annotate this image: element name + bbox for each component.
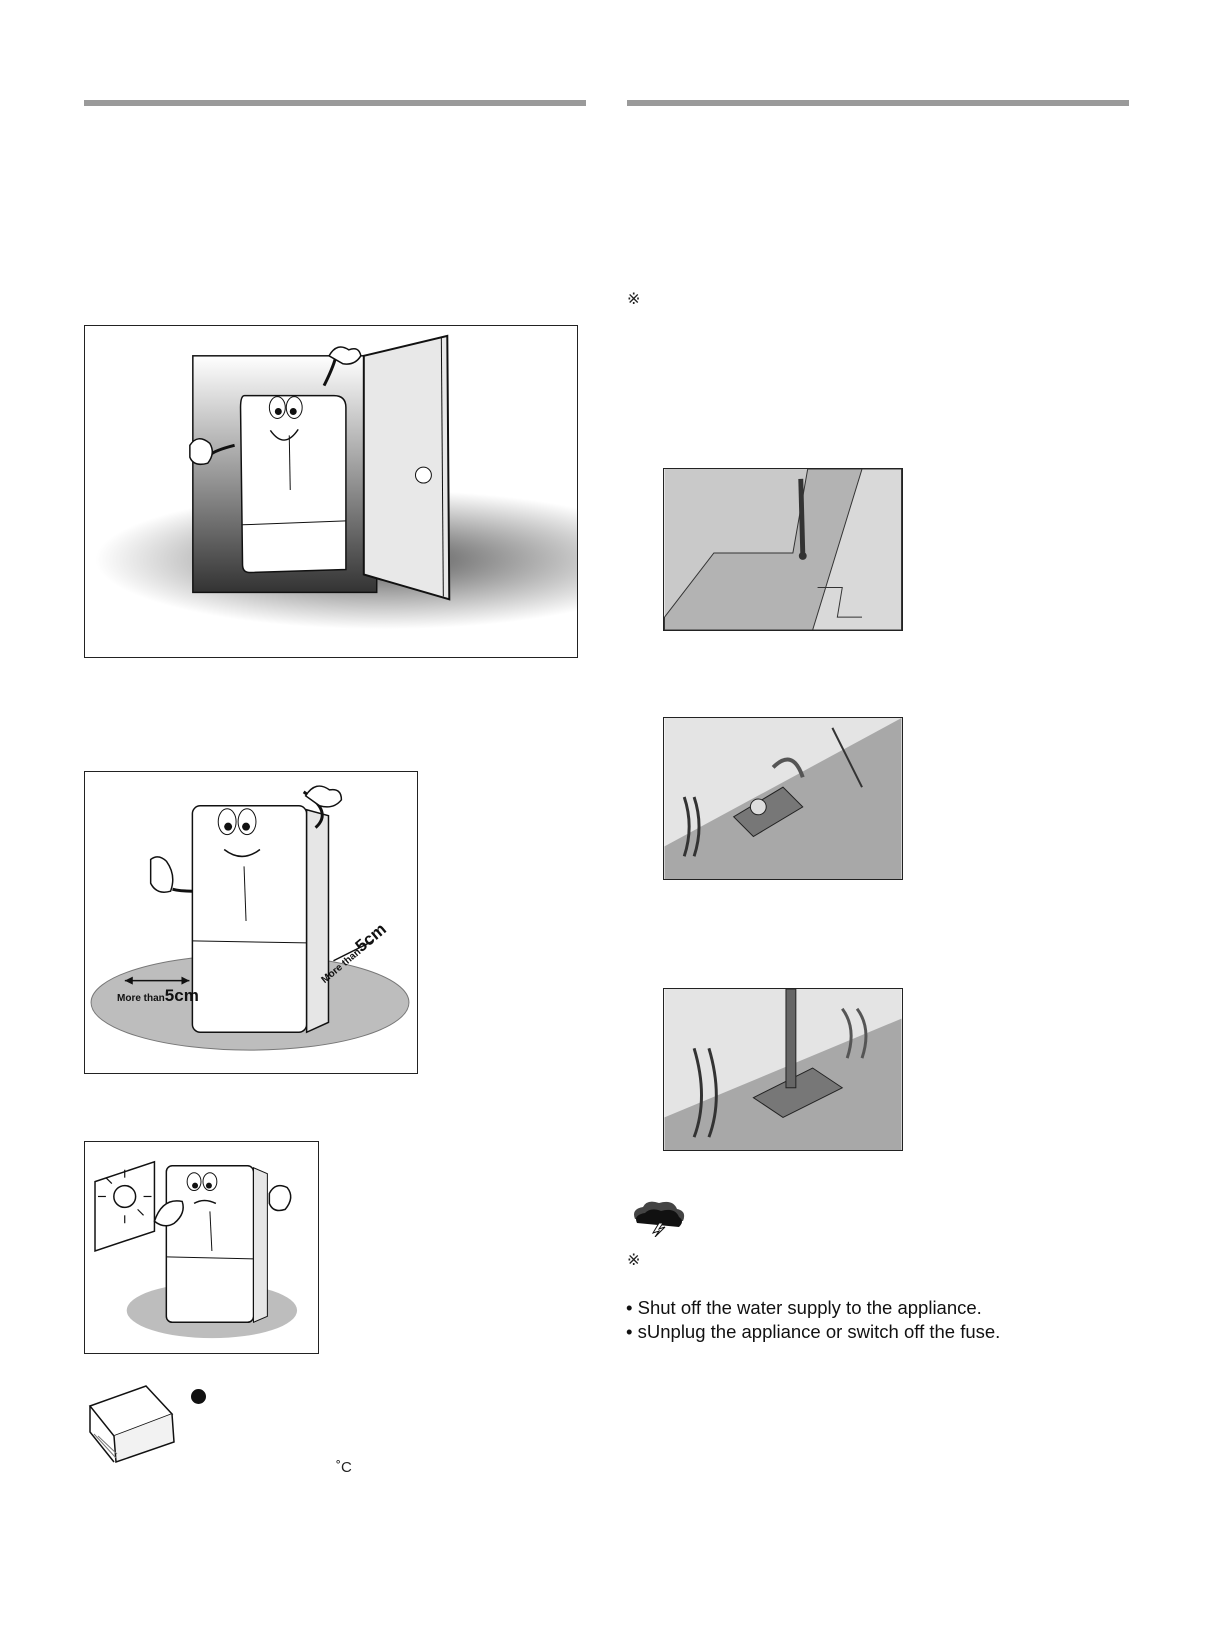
caution-bullet-item: • sUnplug the appliance or switch off the fuse. (626, 1320, 1000, 1344)
install-step-2-illustration (664, 718, 902, 879)
clearance-left-value: 5cm (164, 986, 199, 1005)
install-step-3-illustration (664, 989, 902, 1150)
sun-icon (114, 1186, 136, 1208)
note-bullet-dot (191, 1389, 206, 1404)
clearance-right-value: 5cm (351, 919, 390, 956)
clearance-left-prefix: More than (117, 993, 165, 1004)
caution-bullet-item: • Shut off the water supply to the appliance. (626, 1296, 1000, 1320)
figure-install-step-1 (663, 468, 903, 631)
reference-mark-top: ※ (627, 289, 641, 308)
fridge-clearance-illustration (85, 772, 417, 1073)
storm-cloud-icon (629, 1199, 687, 1237)
install-step-1-illustration (664, 469, 902, 630)
figure-install-step-3 (663, 988, 903, 1151)
clearance-label-left (117, 986, 199, 1006)
figure-fridge-clearance (84, 771, 418, 1074)
left-section-rule (84, 100, 586, 106)
caution-bullet-list (626, 1296, 1000, 1344)
degree-celsius-symbol: ˚C (336, 1459, 352, 1476)
figure-fridge-sunlight (84, 1141, 319, 1354)
clearance-right-prefix: More than (319, 946, 364, 986)
right-section-rule (627, 100, 1129, 106)
figure-fridge-doorway (84, 325, 578, 658)
reference-mark-caution: ※ (627, 1250, 641, 1269)
figure-install-step-2 (663, 717, 903, 880)
fridge-doorway-illustration (85, 326, 577, 657)
open-book-icon (84, 1384, 176, 1464)
fridge-sunlight-illustration (85, 1142, 318, 1353)
